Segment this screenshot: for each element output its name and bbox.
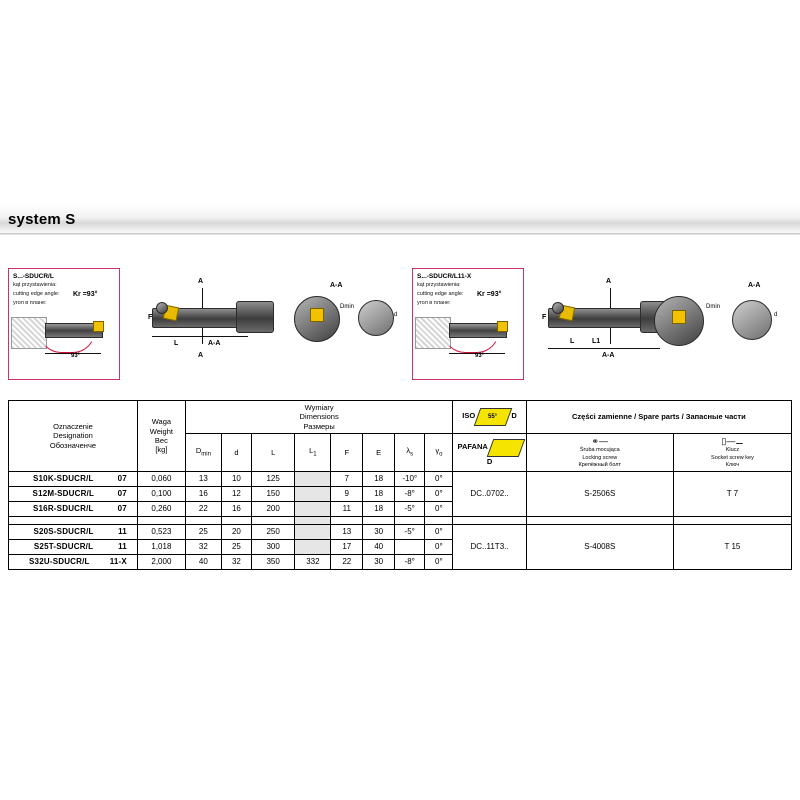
cell-lambda (395, 539, 425, 554)
table-row (9, 471, 792, 486)
cell-L1 (295, 524, 331, 539)
designation-text: S20S-SDUCR/L (33, 527, 94, 537)
cell-F: 22 (331, 554, 363, 569)
header-L: L (251, 434, 295, 472)
drawing-side-view-left (126, 268, 276, 378)
cell-F: 9 (331, 486, 363, 501)
drawing-note-right-en: cutting edge angle: (417, 290, 464, 297)
header-key-en: Socket screw key (711, 454, 754, 461)
header-lambda: $\lambda_s$ (395, 434, 425, 472)
header-band (0, 203, 800, 235)
header-dimensions (185, 401, 453, 434)
iso-angle-label: 55° (488, 414, 498, 421)
header-weight (137, 401, 185, 472)
header-rule (0, 233, 800, 235)
cell-designation (9, 486, 138, 501)
header-key (673, 434, 791, 472)
cell-designation (9, 554, 138, 569)
cell-dmin: 22 (185, 501, 221, 516)
cell-screw-group1: S-2506S (526, 471, 673, 516)
designation-suffix: 11 (118, 527, 127, 537)
cell-screw-group2: S-4008S (526, 524, 673, 569)
header-F: F (331, 434, 363, 472)
header-designation (9, 401, 138, 472)
header-screw (526, 434, 673, 472)
cell-dmin: 25 (185, 524, 221, 539)
cell-lambda: -10° (395, 471, 425, 486)
insert-section-left (310, 308, 324, 322)
cell-L1 (295, 501, 331, 516)
designation-text: S25T-SDUCR/L (33, 542, 94, 552)
header-dimensions-en: Dimensions (299, 412, 339, 422)
dim-e-right: L (570, 338, 575, 345)
cell-insert-group2: DC..11T3.. (453, 524, 526, 569)
cell-E: 30 (363, 554, 395, 569)
designation-text: S16R-SDUCR/L (33, 504, 94, 514)
cell-lambda: -8° (395, 486, 425, 501)
header-d: d (221, 434, 251, 472)
dim-l-right: L1 (592, 338, 601, 345)
pafana-grade: D (486, 456, 493, 466)
drawing-info-left (8, 268, 120, 380)
dim-f-right: F (542, 314, 547, 321)
cell-gamma: 0° (425, 486, 453, 501)
d-label-right: d (774, 312, 778, 318)
insert-section-right (672, 310, 686, 324)
cell-designation (9, 524, 138, 539)
designation-text: S32U-SDUCR/L (29, 557, 90, 567)
cell-L: 300 (251, 539, 295, 554)
cell-L1 (295, 471, 331, 486)
cell-key-group2: T 15 (673, 524, 791, 569)
header-gamma: $\gamma_o$ (425, 434, 453, 472)
page-title: system S (8, 211, 76, 228)
designation-suffix: 11 (118, 542, 127, 552)
header-dmin: $D_{min}$ (185, 434, 221, 472)
cell-L1 (295, 539, 331, 554)
cell-F: 7 (331, 471, 363, 486)
designation-suffix: 11-X (109, 557, 127, 567)
d-label-left: d (394, 312, 398, 318)
pafana-diamond-icon (486, 439, 525, 457)
drawing-info-right (412, 268, 524, 380)
dim-f-left: F (148, 314, 153, 321)
wrench-icon: ▯—⚊ (721, 436, 744, 447)
cell-gamma: 0° (425, 524, 453, 539)
drawing-note-right-pl: kąt przystawienia: (417, 282, 461, 288)
dim-l-left: A-A (208, 340, 221, 347)
header-spare-parts: Części zamienne / Spare parts / Запасные части (526, 401, 791, 434)
cell-weight: 0,100 (137, 486, 185, 501)
dim-line-l-left (152, 336, 248, 337)
table-spacer-row (9, 516, 792, 524)
cell-E: 40 (363, 539, 395, 554)
cell-insert-group1: DC..0702.. (453, 471, 526, 516)
cell-weight: 2,000 (137, 554, 185, 569)
header-designation-pl: Oznaczenie (53, 421, 93, 431)
cell-gamma: 0° (425, 501, 453, 516)
angle-mark-left: 93° (71, 353, 81, 359)
header-key-ru: Ключ (725, 461, 740, 468)
cell-E: 18 (363, 471, 395, 486)
drawing-note-left-en: cutting edge angle: (13, 290, 60, 297)
cell-designation (9, 471, 138, 486)
cell-dmin: 40 (185, 554, 221, 569)
header-pafana (453, 434, 526, 472)
cell-key-group1: T 7 (673, 471, 791, 516)
bar-clamp-left (236, 301, 274, 333)
cell-gamma: 0° (425, 471, 453, 486)
cell-d: 32 (221, 554, 251, 569)
cell-F: 17 (331, 539, 363, 554)
cell-E: 18 (363, 501, 395, 516)
angle-arc-right (443, 331, 499, 353)
cell-L: 150 (251, 486, 295, 501)
cell-designation (9, 501, 138, 516)
designation-text: S10K-SDUCR/L (33, 474, 94, 484)
dim-e-left: L (174, 340, 179, 347)
cell-L1 (295, 486, 331, 501)
dmin-label-left: Dmin (340, 304, 355, 310)
cell-d: 16 (221, 501, 251, 516)
table-row (9, 524, 792, 539)
header-E: E (363, 434, 395, 472)
header-dimensions-ru: Размеры (303, 421, 335, 431)
section-title-right: A-A (748, 282, 761, 289)
cell-d: 12 (221, 486, 251, 501)
designation-suffix: 07 (117, 474, 127, 484)
shank-section-right (732, 300, 772, 340)
drawing-note-left-pl: kąt przystawienia: (13, 282, 57, 288)
drawing-note-left-ru: угол в плане: (13, 299, 47, 306)
iso-diamond-icon (474, 408, 513, 426)
header-screw-pl: Śruba mocująca (579, 447, 620, 454)
section-label-a-top-right: A (606, 278, 612, 285)
cell-F: 13 (331, 524, 363, 539)
cell-F: 11 (331, 501, 363, 516)
cell-lambda: -5° (395, 501, 425, 516)
cell-L: 250 (251, 524, 295, 539)
cell-weight: 0,060 (137, 471, 185, 486)
section-title-left: A-A (330, 282, 343, 289)
header-weight-en: Weight (149, 426, 173, 436)
cell-L: 350 (251, 554, 295, 569)
cell-d: 25 (221, 539, 251, 554)
dmin-label-right: Dmin (706, 304, 721, 310)
header-designation-en: Designation (53, 431, 93, 441)
header-key-pl: Klucz (725, 447, 740, 454)
header-dimensions-pl: Wymiary (304, 403, 334, 412)
header-pafana-label: PAFANA (457, 441, 488, 451)
cell-lambda: -8° (395, 554, 425, 569)
screw-icon: ⚭— (591, 436, 609, 447)
header-weight-pl: Waga (151, 417, 172, 427)
cell-d: 10 (221, 471, 251, 486)
angle-label-right: Kr =93° (477, 291, 502, 298)
iso-grade: D (511, 411, 517, 421)
drawing-section-left (284, 268, 404, 378)
cell-L: 125 (251, 471, 295, 486)
cell-dmin: 16 (185, 486, 221, 501)
designation-text: S12M-SDUCR/L (32, 489, 95, 499)
cell-gamma: 0° (425, 554, 453, 569)
cell-gamma: 0° (425, 539, 453, 554)
cell-d: 20 (221, 524, 251, 539)
drawing-strip (8, 268, 792, 378)
cell-weight: 1,018 (137, 539, 185, 554)
designation-suffix: 07 (117, 489, 127, 499)
cell-E: 30 (363, 524, 395, 539)
drawing-code-left: S...-SDUCR/L (13, 273, 54, 280)
cell-designation (9, 539, 138, 554)
drawing-code-right: S...-SDUCR/L11-X (417, 273, 472, 280)
header-designation-ru: Обозначенче (49, 440, 97, 450)
cell-L: 200 (251, 501, 295, 516)
cell-L1: 332 (295, 554, 331, 569)
screw-head-left (156, 302, 168, 314)
section-label-a-bottom-left: A (198, 352, 204, 359)
cell-dmin: 32 (185, 539, 221, 554)
angle-label-left: Kr =93° (73, 291, 98, 298)
header-weight-ru: Вес (154, 435, 168, 445)
cell-dmin: 13 (185, 471, 221, 486)
screw-head-right (552, 302, 564, 314)
specification-table (8, 400, 792, 570)
drawing-note-right-ru: угол в плане: (417, 299, 451, 306)
section-label-a-top-left: A (198, 278, 204, 285)
header-iso (453, 401, 526, 434)
header-screw-ru: Крепёжный болт (578, 461, 621, 468)
dim-l1-right: A-A (602, 352, 615, 359)
cell-weight: 0,260 (137, 501, 185, 516)
header-L1: $L_1$ (295, 434, 331, 472)
cell-E: 18 (363, 486, 395, 501)
designation-suffix: 07 (117, 504, 127, 514)
shank-section-left (358, 300, 394, 336)
cell-weight: 0,523 (137, 524, 185, 539)
drawing-section-right (648, 268, 792, 378)
header-iso-label: ISO (462, 411, 476, 421)
angle-arc-left (39, 331, 95, 353)
dim-line-l1-right (548, 348, 660, 349)
header-weight-unit: [kg] (155, 445, 168, 455)
cell-lambda: -5° (395, 524, 425, 539)
angle-mark-right: 93° (475, 353, 485, 359)
header-screw-en: Locking screw (582, 454, 618, 461)
